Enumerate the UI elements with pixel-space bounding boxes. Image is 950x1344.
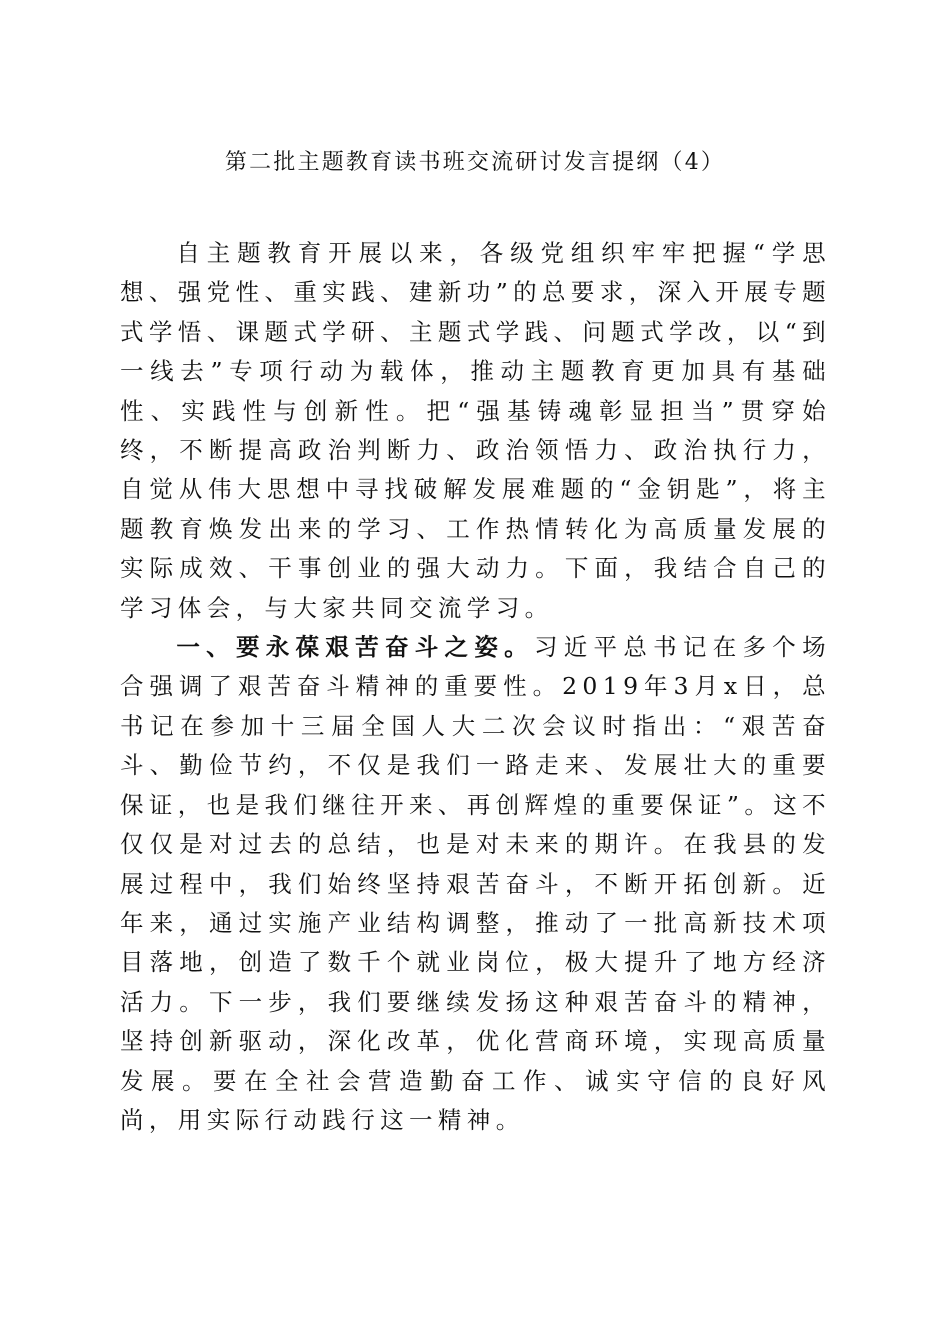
section-1-heading: 一、要永葆艰苦奋斗之姿。: [176, 633, 534, 662]
document-title: 第二批主题教育读书班交流研讨发言提纲（4）: [224, 150, 726, 175]
section-1-paragraph: [120, 628, 831, 1140]
intro-paragraph: 自主题教育开展以来，各级党组织牢牢把握“学思想、强党性、重实践、建新功”的总要求，深入开展专题式学悟、课题式学研、主题式学践、问题式学改，以“到一线去”专项行动为载体，推动主题教育更加具有基础性、实践性与创新性。把“强基铸魂彰显担当”贯穿始终，不断提高政治判断力、政治领悟力、政治执行力，自觉从伟大思想中寻找破解发展难题的“金钥匙”，将主题教育焕发出来的学习、工作热情转化为高质量发展的实际成效、干事创业的强大动力。下面，我结合自己的学习体会，与大家共同交流学习。: [120, 239, 832, 622]
document-body: [120, 234, 831, 1140]
section-1-body: 习近平总书记在多个场合强调了艰苦奋斗精神的重要性。2019年3月x日，总书记在参加十三届全国人大二次会议时指出：“艰苦奋斗、勤俭节约，不仅是我们一路走来、发展壮大的重要保证，也是我们继往开来、再创辉煌的重要保证”。这不仅仅是对过去的总结，也是对未来的期许。在我县的发展过程中，我们始终坚持艰苦奋斗，不断开拓创新。近年来，通过实施产业结构调整，推动了一批高新技术项目落地，创造了数千个就业岗位，极大提升了地方经济活力。下一步，我们要继续发扬这种艰苦奋斗的精神，坚持创新驱动，深化改革，优化营商环境，实现高质量发展。要在全社会营造勤奋工作、诚实守信的良好风尚，用实际行动践行这一精神。: [120, 633, 832, 1134]
